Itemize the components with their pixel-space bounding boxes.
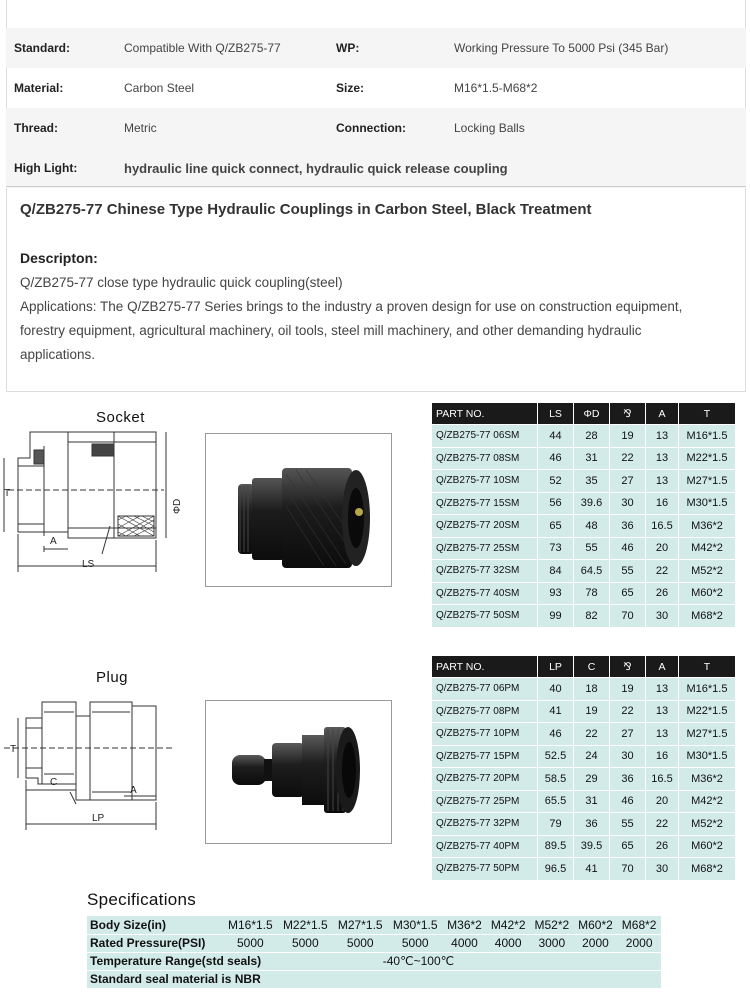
table-cell: 30 [646, 858, 679, 881]
table-cell: 36 [574, 813, 610, 836]
table-cell: 40 [538, 678, 574, 701]
table-cell: 26 [646, 835, 679, 858]
table-cell: 46 [610, 537, 646, 560]
table-cell: 70 [610, 605, 646, 628]
table-cell: Q/ZB275-77 06PM [432, 678, 538, 701]
table-cell: 65 [538, 515, 574, 538]
plug-dim-c: C [50, 777, 58, 788]
body-size-value: M27*1.5 [333, 916, 388, 934]
socket-header-cell: ΦD [574, 403, 610, 425]
table-cell: 28 [574, 425, 610, 448]
table-cell: 16 [646, 745, 679, 768]
table-cell: M16*1.5 [679, 678, 736, 701]
table-cell: 35 [574, 470, 610, 493]
table-cell: 30 [610, 492, 646, 515]
table-cell: 65 [610, 835, 646, 858]
plug-header-cell: A [646, 656, 679, 678]
table-cell: 29 [574, 768, 610, 791]
rated-pressure-value: 5000 [333, 934, 388, 952]
table-row [432, 447, 736, 470]
table-row [432, 858, 736, 881]
attribute-row [6, 68, 746, 108]
table-cell: 13 [646, 447, 679, 470]
body-size-label: Body Size(in) [87, 916, 223, 934]
body-size-value: M16*1.5 [223, 916, 278, 934]
table-cell: 39.5 [574, 835, 610, 858]
attribute-key: Connection: [336, 108, 454, 148]
table-cell: 48 [574, 515, 610, 538]
specifications-table [87, 916, 661, 989]
attribute-value: Carbon Steel [124, 81, 195, 95]
table-cell: M52*2 [679, 560, 736, 583]
plug-dimension-table [431, 655, 736, 881]
body-size-value: M42*2 [486, 916, 530, 934]
highlight-value: hydraulic line quick connect, hydraulic quick release coupling [124, 148, 746, 188]
table-cell: M36*2 [679, 768, 736, 791]
attribute-row [6, 28, 746, 68]
rated-pressure-label: Rated Pressure(PSI) [87, 934, 223, 952]
table-cell: 73 [538, 537, 574, 560]
table-cell: M16*1.5 [679, 425, 736, 448]
table-cell: 58.5 [538, 768, 574, 791]
table-cell: Q/ZB275-77 25SM [432, 537, 538, 560]
plug-photo [205, 700, 392, 844]
table-cell: Q/ZB275-77 32PM [432, 813, 538, 836]
table-cell: 18 [574, 678, 610, 701]
table-cell: 55 [610, 560, 646, 583]
rated-pressure-value: 2000 [617, 934, 661, 952]
attribute-key: Material: [14, 81, 64, 95]
table-cell: 19 [574, 700, 610, 723]
divider [6, 186, 746, 187]
table-cell: 44 [538, 425, 574, 448]
seal-row [87, 970, 661, 988]
table-cell: 13 [646, 678, 679, 701]
table-cell: Q/ZB275-77 32SM [432, 560, 538, 583]
plug-header-cell: LP [538, 656, 574, 678]
socket-dim-d: ΦD [172, 498, 183, 514]
table-cell: 27 [610, 470, 646, 493]
table-cell: Q/ZB275-77 40SM [432, 582, 538, 605]
table-cell: 16.5 [646, 768, 679, 791]
table-cell: 46 [610, 790, 646, 813]
table-row [432, 835, 736, 858]
table-row [432, 790, 736, 813]
rated-pressure-value: 4000 [443, 934, 487, 952]
socket-photo [205, 433, 392, 587]
table-row [432, 605, 736, 628]
table-cell: 56 [538, 492, 574, 515]
table-cell: Q/ZB275-77 15PM [432, 745, 538, 768]
table-cell: Q/ZB275-77 08SM [432, 447, 538, 470]
temperature-value: -40℃~100℃ [333, 952, 661, 970]
table-row [432, 582, 736, 605]
socket-dimension-table [431, 402, 736, 628]
table-cell: 65.5 [538, 790, 574, 813]
table-cell: 31 [574, 447, 610, 470]
table-row [432, 537, 736, 560]
table-cell: 30 [646, 605, 679, 628]
table-cell: 24 [574, 745, 610, 768]
table-cell: 64.5 [574, 560, 610, 583]
temperature-label: Temperature Range(std seals) [87, 952, 333, 970]
table-row [432, 470, 736, 493]
table-cell: Q/ZB275-77 50PM [432, 858, 538, 881]
table-cell: M42*2 [679, 537, 736, 560]
socket-dim-t: T [4, 488, 11, 499]
body-size-value: M60*2 [574, 916, 618, 934]
table-cell: M30*1.5 [679, 492, 736, 515]
table-row [432, 813, 736, 836]
table-cell: 70 [610, 858, 646, 881]
body-size-value: M30*1.5 [388, 916, 443, 934]
table-cell: 22 [646, 813, 679, 836]
table-cell: 36 [610, 515, 646, 538]
table-cell: M27*1.5 [679, 723, 736, 746]
table-cell: 55 [610, 813, 646, 836]
table-cell: Q/ZB275-77 08PM [432, 700, 538, 723]
table-cell: Q/ZB275-77 50SM [432, 605, 538, 628]
table-cell: 99 [538, 605, 574, 628]
table-cell: 13 [646, 425, 679, 448]
table-cell: 79 [538, 813, 574, 836]
rated-pressure-value: 4000 [486, 934, 530, 952]
table-row [432, 768, 736, 791]
attribute-key: WP: [336, 28, 454, 68]
socket-header-cell: A [646, 403, 679, 425]
table-cell: 41 [538, 700, 574, 723]
table-row [432, 700, 736, 723]
rated-pressure-row [87, 934, 661, 952]
table-row [432, 515, 736, 538]
table-row [432, 425, 736, 448]
plug-photo-image [206, 701, 391, 843]
table-cell: M27*1.5 [679, 470, 736, 493]
table-cell: 27 [610, 723, 646, 746]
table-cell: M42*2 [679, 790, 736, 813]
table-cell: 65 [610, 582, 646, 605]
description-line-2: Applications: The Q/ZB275-77 Series brings to the industry a proven design for use on construction equipment, forestry equipment, agricultural machinery, oil tools, steel mill machinery, and other demanding hydraulic applications. [20, 299, 683, 362]
product-title: Q/ZB275-77 Chinese Type Hydraulic Couplings in Carbon Steel, Black Treatment [20, 201, 592, 218]
table-cell: M22*1.5 [679, 447, 736, 470]
rated-pressure-value: 5000 [223, 934, 278, 952]
table-cell: 13 [646, 470, 679, 493]
attribute-key: Thread: [6, 108, 124, 148]
rated-pressure-value: 5000 [278, 934, 333, 952]
seal-material: Standard seal material is NBR [87, 970, 661, 988]
socket-header-cell: T [679, 403, 736, 425]
table-cell: Q/ZB275-77 25PM [432, 790, 538, 813]
rated-pressure-value: 3000 [530, 934, 574, 952]
body-size-row [87, 916, 661, 934]
table-cell: Q/ZB275-77 20PM [432, 768, 538, 791]
specifications-title: Specifications [87, 890, 197, 909]
table-cell: 36 [610, 768, 646, 791]
attribute-value: M16*1.5-M68*2 [454, 81, 538, 95]
table-cell: 84 [538, 560, 574, 583]
table-cell: Q/ZB275-77 20SM [432, 515, 538, 538]
table-cell: 89.5 [538, 835, 574, 858]
table-cell: 19 [610, 678, 646, 701]
attribute-value: Working Pressure To 5000 Psi (345 Bar) [454, 28, 746, 68]
plug-label: Plug [96, 669, 129, 686]
table-cell: M60*2 [679, 582, 736, 605]
table-cell: 39.6 [574, 492, 610, 515]
table-cell: 78 [574, 582, 610, 605]
temperature-row [87, 952, 661, 970]
attribute-key: Standard: [6, 28, 124, 68]
table-row [432, 745, 736, 768]
description-heading: Descripton: [20, 250, 98, 266]
highlight-row [6, 148, 746, 188]
table-cell: 82 [574, 605, 610, 628]
plug-dim-lp: LP [92, 813, 105, 824]
table-row [432, 560, 736, 583]
socket-header-cell: ⅋ [610, 403, 646, 425]
table-row [432, 723, 736, 746]
rated-pressure-value: 5000 [388, 934, 443, 952]
attribute-table [6, 28, 746, 188]
table-cell: Q/ZB275-77 10PM [432, 723, 538, 746]
body-size-value: M68*2 [617, 916, 661, 934]
table-cell: M60*2 [679, 835, 736, 858]
table-cell: 13 [646, 700, 679, 723]
table-cell: 22 [574, 723, 610, 746]
table-cell: 52 [538, 470, 574, 493]
table-cell: 31 [574, 790, 610, 813]
description-body [20, 271, 720, 367]
plug-header-cell: ⅋ [610, 656, 646, 678]
table-cell: 30 [610, 745, 646, 768]
plug-header-cell: PART NO. [432, 656, 538, 678]
plug-diagram [4, 688, 174, 838]
description-line-1: Q/ZB275-77 close type hydraulic quick coupling(steel) [20, 275, 343, 290]
table-cell: Q/ZB275-77 40PM [432, 835, 538, 858]
table-cell: 26 [646, 582, 679, 605]
table-cell: 16.5 [646, 515, 679, 538]
table-cell: 22 [610, 447, 646, 470]
body-size-value: M36*2 [443, 916, 487, 934]
table-cell: M68*2 [679, 858, 736, 881]
plug-header-cell: C [574, 656, 610, 678]
attribute-row [6, 108, 746, 148]
table-cell: 16 [646, 492, 679, 515]
body-size-value: M52*2 [530, 916, 574, 934]
table-cell: 22 [610, 700, 646, 723]
table-cell: 52.5 [538, 745, 574, 768]
table-cell: 55 [574, 537, 610, 560]
socket-dim-a: A [50, 536, 57, 547]
table-cell: 20 [646, 537, 679, 560]
table-cell: M22*1.5 [679, 700, 736, 723]
table-cell: 41 [574, 858, 610, 881]
attribute-value: Locking Balls [454, 108, 746, 148]
table-cell: 13 [646, 723, 679, 746]
table-row [432, 492, 736, 515]
table-cell: 46 [538, 723, 574, 746]
socket-photo-image [206, 434, 391, 586]
table-cell: M36*2 [679, 515, 736, 538]
attribute-value: Metric [124, 108, 336, 148]
socket-header-cell: LS [538, 403, 574, 425]
table-cell: 46 [538, 447, 574, 470]
table-cell: Q/ZB275-77 10SM [432, 470, 538, 493]
attribute-value: Compatible With Q/ZB275-77 [124, 28, 336, 68]
table-cell: M68*2 [679, 605, 736, 628]
table-cell: 93 [538, 582, 574, 605]
table-cell: M30*1.5 [679, 745, 736, 768]
table-cell: 20 [646, 790, 679, 813]
socket-label: Socket [96, 409, 145, 426]
plug-dim-t: T [10, 744, 17, 755]
rated-pressure-value: 2000 [574, 934, 618, 952]
plug-header-cell: T [679, 656, 736, 678]
socket-header-cell: PART NO. [432, 403, 538, 425]
highlight-label: High Light: [6, 148, 124, 188]
socket-diagram [4, 426, 183, 576]
table-cell: 96.5 [538, 858, 574, 881]
table-cell: 22 [646, 560, 679, 583]
body-size-value: M22*1.5 [278, 916, 333, 934]
table-cell: 19 [610, 425, 646, 448]
table-cell: Q/ZB275-77 06SM [432, 425, 538, 448]
table-cell: Q/ZB275-77 15SM [432, 492, 538, 515]
socket-dim-ls: LS [82, 559, 95, 570]
plug-dim-a: A [130, 785, 137, 796]
table-row [432, 678, 736, 701]
table-cell: M52*2 [679, 813, 736, 836]
attribute-key: Size: [336, 81, 365, 95]
